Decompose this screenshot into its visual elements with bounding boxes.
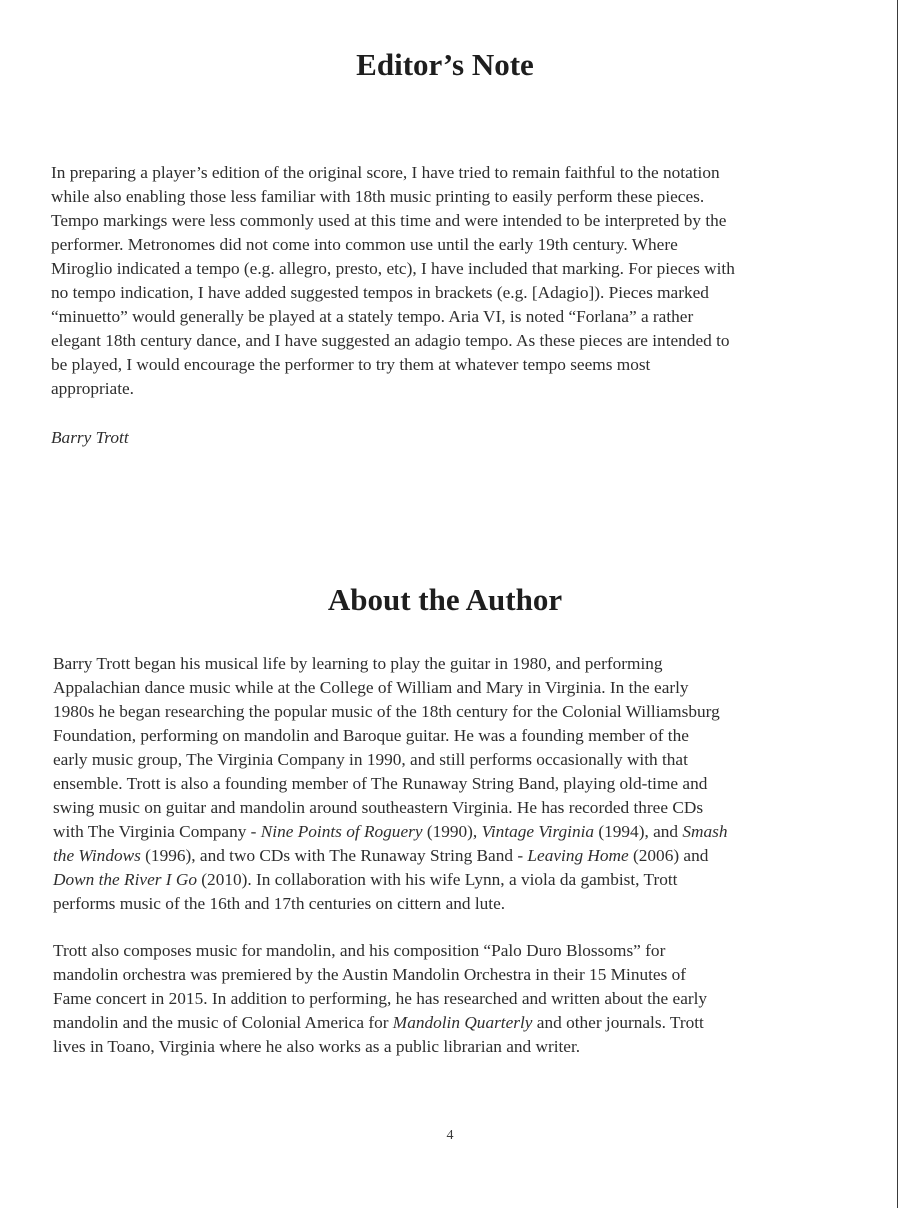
text-run: (1990), xyxy=(422,822,482,841)
text-line: swing music on guitar and mandolin around southeastern Virginia. He has recorded three CDs xyxy=(53,798,704,817)
text-line: appropriate. xyxy=(51,379,135,398)
text-line: ensemble. Trott is also a founding member of The Runaway String Band, playing old-time and xyxy=(53,774,708,793)
editors-note-paragraph xyxy=(51,161,735,401)
page-number: 4 xyxy=(446,1128,454,1143)
text-line xyxy=(53,868,728,892)
text-run: (2006) and xyxy=(628,846,709,865)
album-title-nine-points-of-roguery: Nine Points of Roguery xyxy=(260,822,423,841)
text-run: (1994), and xyxy=(594,822,683,841)
text-line: 1980s he began researching the popular music of the 18th century for the Colonial Williamsburg xyxy=(53,702,720,721)
about-author-heading: About the Author xyxy=(327,582,563,617)
album-title-down-the-river-i-go: Down the River I Go xyxy=(53,870,197,889)
text-line: mandolin orchestra was premiered by the Austin Mandolin Orchestra in their 15 Minutes of xyxy=(53,965,687,984)
text-line: Miroglio indicated a tempo (e.g. allegro, presto, etc), I have included that marking. For pieces with xyxy=(51,259,735,278)
album-title-leaving-home: Leaving Home xyxy=(527,846,629,865)
journal-title-mandolin-quarterly: Mandolin Quarterly xyxy=(392,1013,533,1032)
text-line: performer. Metronomes did not come into common use until the early 19th century. Where xyxy=(51,235,678,254)
text-line: no tempo indication, I have added suggested tempos in brackets (e.g. [Adagio]). Pieces marked xyxy=(51,283,709,302)
text-run: (1996), and two CDs with The Runaway String Band - xyxy=(140,846,528,865)
text-line: Tempo markings were less commonly used at this time and were intended to be interpreted by the xyxy=(51,211,727,230)
editor-signature: Barry Trott xyxy=(51,428,129,447)
text-line xyxy=(53,1011,707,1035)
text-line: Trott also composes music for mandolin, and his composition “Palo Duro Blossoms” for xyxy=(53,941,666,960)
text-line: be played, I would encourage the performer to try them at whatever tempo seems most xyxy=(51,355,651,374)
about-author-paragraph-1 xyxy=(53,652,728,916)
text-run: mandolin and the music of Colonial America for xyxy=(53,1013,393,1032)
text-line: Appalachian dance music while at the College of William and Mary in Virginia. In the early xyxy=(53,678,689,697)
about-author-paragraph-2 xyxy=(53,939,707,1059)
text-line: elegant 18th century dance, and I have suggested an adagio tempo. As these pieces are intended to xyxy=(51,331,730,350)
text-run: and other journals. Trott xyxy=(532,1013,704,1032)
text-line: In preparing a player’s edition of the original score, I have tried to remain faithful to the notation xyxy=(51,163,720,182)
text-line: lives in Toano, Virginia where he also works as a public librarian and writer. xyxy=(53,1037,581,1056)
text-line: “minuetto” would generally be played at a stately tempo. Aria VI, is noted “Forlana” a rather xyxy=(51,307,694,326)
album-title-smash-the-windows-part2: the Windows xyxy=(53,846,141,865)
editors-note-heading: Editor’s Note xyxy=(356,47,534,82)
album-title-vintage-virginia: Vintage Virginia xyxy=(481,822,595,841)
text-run: with The Virginia Company - xyxy=(53,822,261,841)
text-line: performs music of the 16th and 17th centuries on cittern and lute. xyxy=(53,894,506,913)
text-line xyxy=(53,820,728,844)
text-line xyxy=(53,844,728,868)
text-line: Foundation, performing on mandolin and Baroque guitar. He was a founding member of the xyxy=(53,726,689,745)
text-line: Fame concert in 2015. In addition to performing, he has researched and written about the early xyxy=(53,989,708,1008)
text-line: early music group, The Virginia Company in 1990, and still performs occasionally with that xyxy=(53,750,688,769)
page-edge-line xyxy=(897,0,898,1208)
text-line: while also enabling those less familiar with 18th music printing to easily perform these pieces. xyxy=(51,187,705,206)
text-run: (2010). In collaboration with his wife Lynn, a viola da gambist, Trott xyxy=(196,870,678,889)
text-line: Barry Trott began his musical life by learning to play the guitar in 1980, and performing xyxy=(53,654,663,673)
album-title-smash-the-windows-part1: Smash xyxy=(682,822,728,841)
